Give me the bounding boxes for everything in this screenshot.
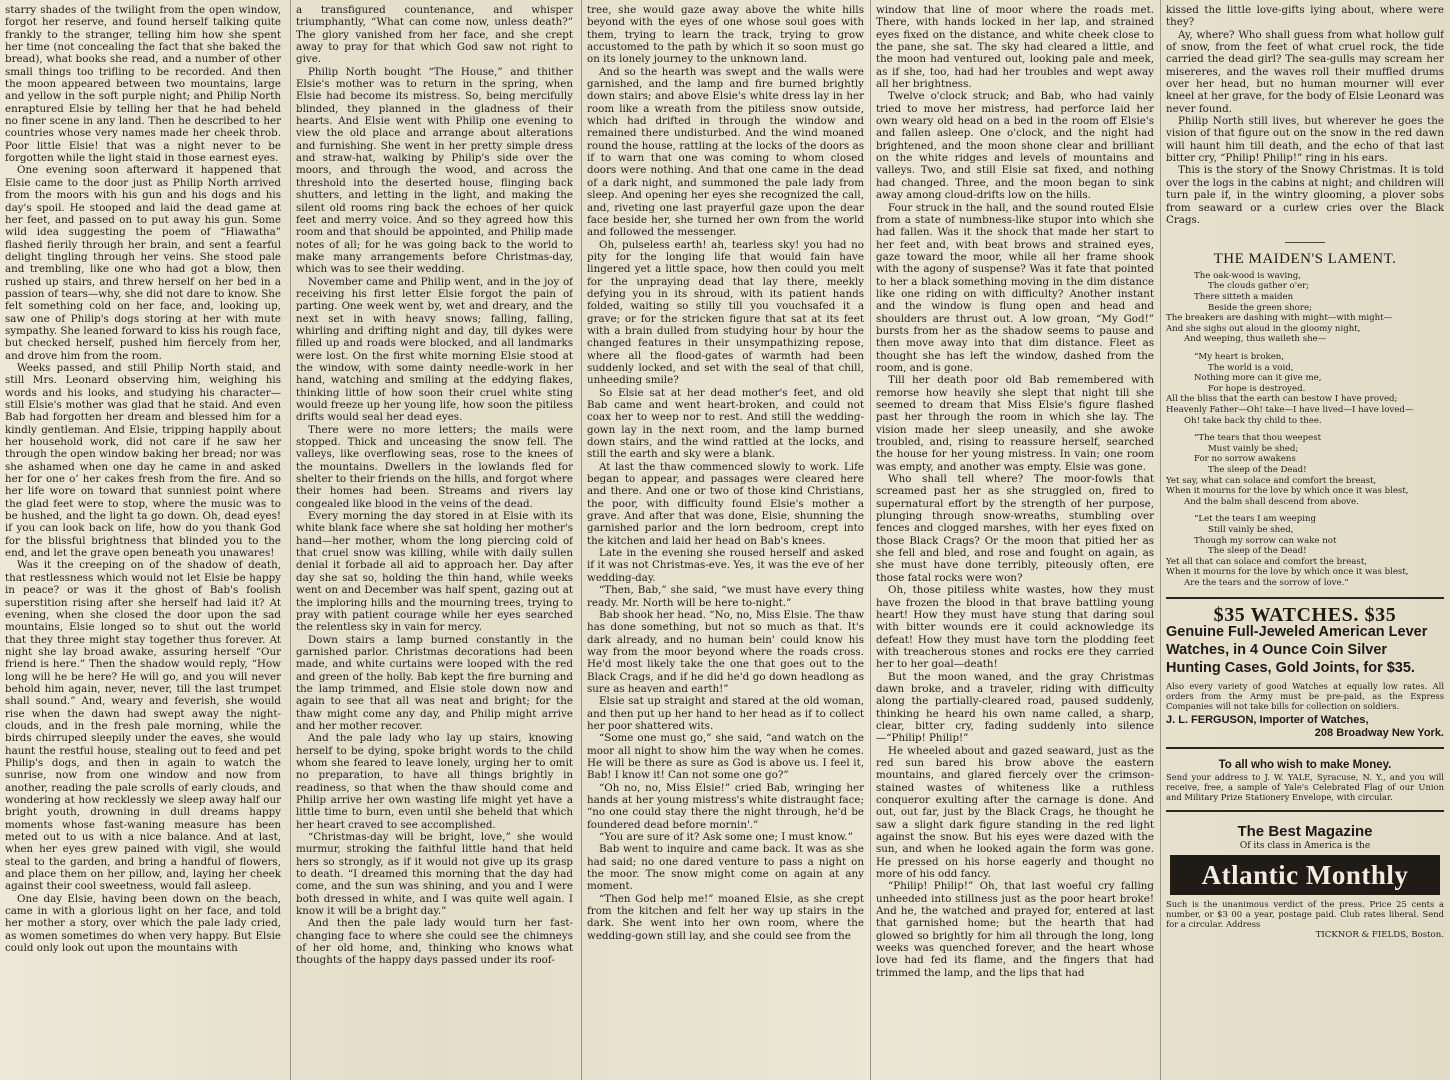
poem-line: Oh! take back thy child to thee. bbox=[1184, 415, 1322, 426]
poem-line: “The tears that thou weepest bbox=[1194, 433, 1322, 444]
poem-line: Nothing more can it give me, bbox=[1194, 373, 1322, 384]
paragraph: “Oh no, no, Miss Elsie!” cried Bab, wringing her hands at her young mistress's white distraught face; “no one could stay there the night through, he'd be foundered dead before mornin'.” bbox=[587, 781, 864, 831]
paragraph: He wheeled about and gazed seaward, just as the red sun bared his brow above the eastern mountains, and glared fiercely over the crimson-stained wastes of whiteness like a ruthless conqueror exulting after the carnage is done. And out, out far, just by the Black Crags, he thought he saw a slight dark figure standing in the red light against the snow. But his eyes were dazed with the sun, and when he looked again the form was gone. He pressed on his horse eagerly and thought no more of his odd fancy. bbox=[876, 744, 1154, 881]
paragraph: Ay, where? Who shall guess from what hollow gulf of snow, from the feet of what cruel rock, the tide carried the dead girl? The sea-gulls may scream her misereres, and the waves roll their muffled drums over her head, but no human mourner will ever kneel at her grave, for the body of Elsie Leonard was never found. bbox=[1166, 28, 1444, 115]
paragraph: tree, she would gaze away above the white hills beyond with the eyes of one whose soul goes with them, trying to learn the track, trying to grow accustomed to the path by which it so soon must go on its lonely journey to the unknown land. bbox=[587, 4, 864, 66]
money-advertisement bbox=[1166, 747, 1444, 801]
paragraph: And then the pale lady would turn her fast-changing face to where she could see the chimneys of her old home, and, thinking who knows what thoughts of the happy days passed under its roof- bbox=[296, 917, 573, 967]
paragraph: Down stairs a lamp burned constantly in the garnished parlor. Christmas decorations had been made, and white curtains were looped with the red and green of the holly. Bab kept the fire burning and the lamp trimmed, and Elsie stole down now and again to see that all was neat and bright; for the thaw might come any day, and Philip might arrive and her mother recover. bbox=[296, 633, 573, 732]
magazine-title-box: Atlantic Monthly bbox=[1170, 855, 1440, 895]
paragraph: window that line of moor where the roads met. There, with hands locked in her lap, and strained eyes fixed on the distance, and white cheek close to the pane, she sat. The sky had cleared a little, and the moon had ventured out, looking pale and meek, as if she, too, had had her troubles and wept away all her brightness. bbox=[876, 4, 1154, 91]
poem-line: The sleep of the Dead! bbox=[1208, 464, 1307, 475]
paragraph: At last the thaw commenced slowly to work. Life began to appear, and passages were cleared here and there. And one or two of those kind Christians, the poor, with difficulty found Elsie's mother a grave. And after that was done, Elsie, shunning the garnished parlor and the lorn bedroom, crept into the kitchen and laid her head on Bab's knees. bbox=[587, 460, 864, 547]
ad-body: Send your address to J. W. YALE, Syracuse, N. Y., and you will receive, free, a sample of Yale's Celebrated Flag of our Union and Military Prize Stationery Envelope, with circular. bbox=[1166, 771, 1444, 802]
paragraph: So Elsie sat at her dead mother's feet, and old Bab came and went heart-broken, and could not coax her to weep nor to rest. And still the wedding-gown lay in the next room, and the lamp burned down stairs, and the wind rattled at the locks, and still the earth and sky were a blank. bbox=[587, 386, 864, 461]
poem-line: And she sighs out aloud in the gloomy night, bbox=[1166, 323, 1361, 334]
poem-line: And the balm shall descend from above. bbox=[1184, 496, 1359, 507]
paragraph: But the moon waned, and the gray Christmas dawn broke, and a traveler, riding with difficulty along the partially-cleared road, paused suddenly, thinking he heard his own name called, a sharp, clear, bitter cry, fading suddenly into silence—“Philip! Philip!” bbox=[876, 670, 1154, 745]
paragraph: starry shades of the twilight from the open window, forgot her reserve, and found herself talking quite frankly to the stranger, telling him how she spent her time (not concealing the fact that she baked the bread), what books she read, and a number of other small things too trifling to be recorded. And then the moon appeared between two mountains, large and yellow in the soft purple night; and Philip North enraptured Elsie by telling her that he had beheld no finer scene in any land. Then he described to her countries whose very names made her cheek throb. Poor little Elsie! that was a night never to be forgotten while the light staid in those earnest eyes. bbox=[5, 4, 281, 165]
poem-line: Yet all that can solace and comfort the breast, bbox=[1166, 556, 1368, 567]
paragraph: And the pale lady who lay up stairs, knowing herself to be dying, spoke bright words to the child whom she feared to leave lonely, urging her to omit no preparation, to have all things brightly in readiness, so that when the thaw should come and Philip arrive her own wasting life might yet have a little time to burn, even until she beheld that which her heart craved to see accomplished. bbox=[296, 732, 573, 831]
paragraph: Four struck in the hall, and the sound routed Elsie from a state of numbness-like stupor into which she had fallen. Was it the shock that made her start to her feet and, with beat brows and strained eyes, gaze toward the moor, while all her frame shook with the agony of suspense? Was it fate that pointed to her a black something moving in the dim distance like one riding on with difficulty? Another instant and the window is flung open and head and shoulders are thrust out. A low groan, “My God!” bursts from her as the shadow seems to pause and then move away into that dim distance. Fleet as thought she has left the window, dashed from the room, and is gone. bbox=[876, 201, 1154, 374]
poem-line: “Let the tears I am weeping bbox=[1194, 514, 1317, 525]
poem-line: Heavenly Father—Oh! take—I have lived—I have loved— bbox=[1166, 405, 1414, 415]
paragraph: Oh, those pitiless white wastes, how they must have frozen the blood in that brave battling young heart! How they must have stung that daring soul with bitter wounds ere it could acknowledge its defeat! How they must have torn the plodding feet with treacherous stones and rocks ere they carried her to her goal—death! bbox=[876, 584, 1154, 671]
paragraph: Till her death poor old Bab remembered with remorse how heavily she slept that night till she seemed to dream that Miss Elsie's figure flashed past her through the room in which she lay. The vision made her sleep uneasily, and she awoke troubled, and, rising to reassure herself, searched the house for her young mistress. In vain; one room was empty, and another was empty. Elsie was gone. bbox=[876, 374, 1154, 473]
poem-line: Yet say, what can solace and comfort the breast, bbox=[1166, 475, 1377, 486]
ad-merchant: J. L. FERGUSON, Importer of Watches, bbox=[1166, 713, 1369, 726]
paragraph: And so the hearth was swept and the walls were garnished, and the lamp and fire burned brightly down stairs; and above Elsie's white dress lay in her room like a wreath from the pitiless snow outside, which had drifted in through the window and remained there undisturbed. And the wind moaned round the house, rattling at the locks of the doors as if to warn that one was coming to whom closed doors were nothing. And that one came in the dead of a dark night, and summoned the pale lady from sleep. And opening her eyes she recognized the call, and, riveting one last prayerful gaze upon the dear face beside her, she turned her own from the world and followed the messenger. bbox=[587, 65, 864, 239]
paragraph: Bab shook her head. “No, no, Miss Elsie. The thaw has done something, but not so much as that. It's dark already, and no human bein' could know his way from the moor beyond where the roads cross. He'd most likely take the one that goes out to the Black Crags, and if he did he'd go down headlong as sure as heaven and earth!” bbox=[587, 608, 864, 695]
ad-fine-print: Such is the unanimous verdict of the press. Price 25 cents a number, or $3 00 a year, postage paid. Club rates liberal. Send for a circular. Address bbox=[1166, 899, 1444, 930]
ad-headline: $35 WATCHES. $35 bbox=[1213, 603, 1397, 626]
paragraph: This is the story of the Snowy Christmas. It is told over the logs in the cabins at night; and children will turn pale if, in the wintry glooming, a plover sobs from seaward or a curlew cries over the Black Crags. bbox=[1166, 164, 1444, 226]
poem-line: And weeping, thus waileth she— bbox=[1184, 334, 1327, 345]
paragraph: Philip North still lives, but wherever he goes the vision of that figure out on the snow in the red dawn will haunt him till death, and the echo of that last bitter cry, “Philip! Philip!” ring in his ears. bbox=[1166, 115, 1444, 165]
text-column-2 bbox=[296, 4, 573, 1076]
poem-line: For hope is destroyed. bbox=[1208, 383, 1306, 394]
poem-line: There sitteth a maiden bbox=[1194, 292, 1294, 303]
watch-advertisement bbox=[1166, 597, 1444, 740]
column-rule bbox=[581, 0, 582, 1080]
paragraph: “Then God help me!” moaned Elsie, as she crept from the kitchen and felt her way up stairs in the dark. She went into her own room, where the wedding-gown still lay, and she could see from the bbox=[587, 892, 864, 942]
ad-subline: Of its class in America is the bbox=[1239, 840, 1371, 851]
poem-line: Are the tears and the sorrow of love.” bbox=[1184, 577, 1349, 588]
poem-line: “My heart is broken, bbox=[1194, 352, 1285, 363]
poem-line: The breakers are dashing with might—with might— bbox=[1166, 313, 1393, 324]
paragraph: kissed the little love-gifts lying about, where were they? bbox=[1166, 4, 1444, 29]
poem-line: Must vainly be shed; bbox=[1208, 443, 1299, 454]
poem-line: The clouds gather o'er; bbox=[1208, 281, 1310, 292]
poem-stanza bbox=[1166, 352, 1444, 426]
paragraph: Bab went to inquire and came back. It was as she had said; no one dared venture to pass a night on the moor. The snow might come on again at any moment. bbox=[587, 843, 864, 893]
separator-rule bbox=[1166, 234, 1444, 246]
paragraph: One day Elsie, having been down on the beach, came in with a glorious light on her face, and told her mother a story, over which the pale lady cried, as women sometimes do when very happy. But Elsie could only look out upon the mountains with bbox=[5, 892, 281, 955]
paragraph: “Then, Bab,” she said, “we must have every thing ready. Mr. North will be here to-night.” bbox=[587, 584, 864, 609]
ad-fine-print: Also every variety of good Watches at equally low rates. All orders from the Army must be pre-paid, as the Express Companies will not take bills for collection on soldiers. bbox=[1166, 680, 1444, 711]
paragraph: Weeks passed, and still Philip North staid, and still Mrs. Leonard observing him, weighing his words and his looks, and studying his character—still Elsie's mother was glad that he staid. And even Bab had forgotten her dream and blessed him for a kindly gentleman. And Elsie, tripping happily about her household work, did not care if he saw her through the open window baking her bread; nor was she ashamed when one day he came in and asked her for one o’ her cakes fresh from the fire. And so her life wore on toward that sunniest point where the glad feet were to stop, where the music was to be hushed, and the light ta go down. Oh, dead eyes! if you can look back on life, how do you thank God for the blissful brightness that blinded you to the end, and let the grave open beneath you unawares! bbox=[5, 361, 281, 560]
paragraph: Oh, pulseless earth! ah, tearless sky! you had no pity for the longing life that would fain have lingered yet a little space, how then could you melt for the unpraying dead that lay there, meekly defying you in its shroud, with its patient hands folded, waiting so stilly till you vouchsafed it a grave; or for the stricken figure that sat at its feet with a brain dulled from studying hour by hour the changed features in their unsympathizing repose, where all the flood-gates of warmth had been suddenly locked, and set with the seal of that chill, unheeding smile? bbox=[587, 238, 864, 387]
paragraph: Twelve o'clock struck; and Bab, who had vainly tried to move her mistress, had perforce laid her own weary old head on a bed in the room off Elsie's and fallen asleep. One o'clock, and the night had brightened, and the moon shone clear and brilliant on the white ridges and levels of mountains and valleys. Two, and still Elsie sat fixed, and nothing had changed. Three, and the moon began to sink away among cloud-drifts low on the hills. bbox=[876, 90, 1154, 202]
poem-line: The world is a void, bbox=[1208, 362, 1294, 373]
paragraph: Philip North bought “The House,” and thither Elsie's mother was to return in the spring, when Elsie had become its mistress. So, being mercifully blinded, they planned in the gladness of their hearts. And Elsie went with Philip one evening to view the old place and arrange about alterations and furnishing. She went in her pretty simple dress and straw-hat, walking by Philip's side over the moors, and through the wood, and across the threshold into the deserted house, flinging back shutters, and letting in the light, and making the silent old rooms ring back the echoes of her quick feet and merry voice. And so they agreed how this room and that should be appointed, and Philip made notes of all; for he was going back to the world to make many arrangements before Christmas-day, which was to see their wedding. bbox=[296, 65, 573, 276]
ad-address: TICKNOR & FIELDS, Boston. bbox=[1315, 930, 1444, 941]
poem-line: When it mourns for the love by which once it was blest, bbox=[1166, 486, 1409, 497]
poem-line: Still vainly be shed, bbox=[1208, 524, 1294, 535]
poem-line: The sleep of the Dead! bbox=[1208, 546, 1307, 557]
column-rule bbox=[870, 0, 871, 1080]
paragraph: Late in the evening she roused herself and asked if it was not Christmas-eve. Yes, it was the eve of her wedding-day. bbox=[587, 547, 864, 584]
poem-line: For no sorrow awakens bbox=[1194, 454, 1296, 465]
poem-stanza bbox=[1166, 514, 1444, 588]
paragraph: “You are sure of it? Ask some one; I must know.” bbox=[599, 831, 853, 844]
paragraph: Elsie sat up straight and stared at the old woman, and then put up her hand to her head as if to collect her poor shattered wits. bbox=[587, 695, 864, 732]
ad-headline: The Best Magazine bbox=[1237, 822, 1373, 840]
poem-line: All the bliss that the earth can bestow I have proved; bbox=[1166, 394, 1398, 405]
magazine-advertisement bbox=[1166, 810, 1444, 942]
paragraph: “Philip! Philip!” Oh, that last woeful cry falling unheeded into stillness just as the poor heart broke! And he, the watched and prayed for, entered at last that garnished home; but the hearth that had glowed so brightly for him all through the long, long weeks was quenched forever, and the heart whose love had fed its flame, and the fingers that had trimmed the lamp, and the lips that had bbox=[876, 880, 1154, 979]
poem-line: Though my sorrow can wake not bbox=[1194, 535, 1337, 546]
text-column-3 bbox=[587, 4, 864, 1076]
ad-subhead: Genuine Full-Jeweled American Lever Watches, in 4 Ounce Coin Silver Hunting Cases, Gold Joints, for $35. bbox=[1166, 623, 1428, 676]
text-column-1 bbox=[5, 4, 281, 1076]
poem-line: When it mourns for the love by which once it was blest, bbox=[1166, 567, 1409, 578]
paragraph: a transfigured countenance, and whisper triumphantly, “What can come now, unless death?” The glory vanished from her face, and she crept away to pray for that which God saw not right to give. bbox=[296, 4, 573, 66]
paragraph: November came and Philip went, and in the joy of receiving his first letter Elsie forgot the pain of parting. One week went by, wet and dreary, and the next set in with heavy snows; falling, falling, whirling and drifting night and day, till dykes were filled up and roads were blocked, and all landmarks were lost. On the first white morning Elsie stood at the window, with some dainty needle-work in her hand, watching and smiling at the eddying flakes, thinking little of how soon their cruel white sting would freeze up her young life, how soon the pitiless drifts would seal her dead eyes. bbox=[296, 275, 573, 424]
paragraph: One evening soon afterward it happened that Elsie came to the door just as Philip North arrived from the moors with his gun and his dogs and his day's spoil. He stooped and laid the dead game at her feet, and passed on to put away his gun. Some wild idea suggesting the poem of “Hiawatha” flashed fierily through her brain, and sent a fearful delight tingling through her veins. She stood pale and trembling, like one who had got a blow, then rushed up stairs, and threw herself on her bed in a passion of tears—why, she did not dare to know. She felt something cold on her face, and, looking up, saw one of Philip's dogs storing at her with mute sympathy. She leaned forward to kiss his rough face, but checked herself, pushed him fiercely from her, and drove him from the room. bbox=[5, 164, 281, 362]
column-rule bbox=[1160, 0, 1161, 1080]
poem-body bbox=[1166, 271, 1444, 589]
paragraph: “Some one must go,” she said, “and watch on the moor all night to show him the way when he comes. He will be there as sure as God is above us. I feel it, Bab! I know it! Can not some one go?” bbox=[587, 732, 864, 782]
ad-headline: To all who wish to make Money. bbox=[1218, 759, 1392, 772]
text-column-4 bbox=[876, 4, 1154, 1076]
paragraph: “Christmas-day will be bright, love,” she would murmur, stroking the faithful little hand that held hers so strongly, as if it would not give up its grasp to death. “I dreamed this morning that the day had come, and the sun was shining, and you and I were both dressed in white, and I was quite well again. I know it will be a bright day.” bbox=[296, 831, 573, 918]
poem-line: Beside the green shore; bbox=[1208, 302, 1312, 313]
text-column-5 bbox=[1166, 4, 1444, 1076]
paragraph: There were no more letters; the mails were stopped. Thick and unceasing the snow fell. The valleys, like overflowing seas, rose to the knees of the mountains. Dwellers in the lowlands fled for shelter to their friends on the hills, and forgot where their homes had been. Streams and rivers lay congealed like blood in the veins of the dead. bbox=[296, 423, 573, 510]
poem-title: THE MAIDEN'S LAMENT. bbox=[1213, 250, 1397, 267]
paragraph: Every morning the day stored in at Elsie with its white blank face where she sat holding her mother's hand—her mother, whom the long piercing cold of that cruel snow was killing, while with daily sullen denial it forbade all aid to approach her. Day after day she sat so, holding the thin hand, while weeks went on and December was half spent, gazing out at the imploring hills and the mourning trees, trying to pray with patient courage while her eyes searched the relentless sky in vain for mercy. bbox=[296, 510, 573, 634]
paragraph: Was it the creeping on of the shadow of death, that restlessness which would not let Elsie be happy in peace? or was it the ghost of Bab's foolish superstition rising after she herself had laid it? At evening, when she closed the door upon the sad mountains, Elsie longed so to shut out the world that they three might stay together thus forever. At night she lay broad awake, assuring herself “Our friend is here.” Then the shadow would reply, “How long will he be here? He will go, and you will never behold him again, never, never, till the last trumpet shall sound.” And, weary and feverish, she would rise when the dawn had swept away the night-clouds, and in the fresh pale morning, while the birds chirruped sleepily under the eaves, she would haunt the restful house, stealing out to feed and pet Philip's dogs, and then in again to watch the sunrise, now from one window and now from another, reading the pale scrolls of early clouds, and wondering at how recklessly we sleep away half our bright youth, drowning in dull dreams happy moments whose fast-waning measure has been meted out to us with a nice balance. And at last, when her eyes grew pained with vigil, she would steal to the garden, and bring a handful of flowers, and place them on her pillow, and, laying her cheek against their cool sweetness, would fall asleep. bbox=[5, 559, 281, 893]
story-ending bbox=[1166, 4, 1444, 226]
poem-line: The oak-wood is waving, bbox=[1194, 270, 1302, 281]
ad-merchant-address: 208 Broadway New York. bbox=[1314, 726, 1444, 739]
column-rule bbox=[290, 0, 291, 1080]
poem-stanza bbox=[1166, 433, 1444, 507]
paragraph: Who shall tell where? The moor-fowls that screamed past her as she struggled on, fired to supernatural effort by the strength of her purpose, plunging through snow-wreaths, stumbling over fences and clogged marshes, with her eyes fixed on those Black Crags? Or the moon that pitied her as she fell and bled, and rose and fought on again, as she must have done terribly, piteously often, ere those fatal rocks were won? bbox=[876, 473, 1154, 584]
poem-stanza bbox=[1166, 271, 1444, 345]
